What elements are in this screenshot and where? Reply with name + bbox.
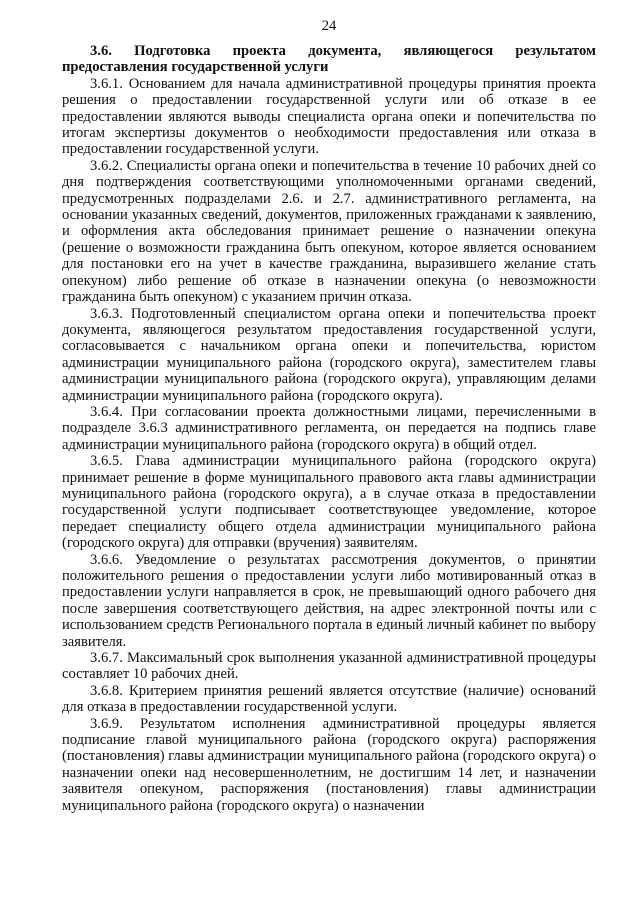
paragraph-3-6-6: 3.6.6. Уведомление о результатах рассмотрения документов, о принятии положительного решения о предоставлении услуги либо мотивированный отказ в предоставлении услуги направляется в срок, не превышающий одного рабочего дня после завершения соответствующего действия, на адрес электронной почты или с использованием средств Регионального портала в единый личный кабинет по выбору заявителя.: [62, 551, 596, 650]
paragraph-3-6-9: 3.6.9. Результатом исполнения административной процедуры является подписание главой муниципального района (городского округа) распоряжения (постановления) главы администрации муниципального района (городского округа) о назначении опеки над несовершеннолетним, не достигшим 14 лет, и назначении заявителя опекуном, распоряжения (постановления) главы администрации муниципального района (городского округа) о назначении: [62, 715, 596, 814]
section-heading: 3.6. Подготовка проекта документа, являющегося результатом предоставления государственной услуги: [62, 43, 596, 76]
paragraph-3-6-1: 3.6.1. Основанием для начала административной процедуры принятия проекта решения о предоставлении государственной услуги или об отказе в ее предоставлении являются выводы специалиста органа опеки и попечительства по итогам экспертизы документов о необходимости предоставления или отказа в предоставлении государственной услуги.: [62, 75, 596, 158]
page-number: 24: [321, 18, 337, 34]
paragraph-3-6-4: 3.6.4. При согласовании проекта должностными лицами, перечисленными в подразделе 3.6.3 административного регламента, он передается на подпись главе администрации муниципального района (городского округа) в общий отдел.: [62, 403, 596, 453]
paragraph-3-6-5: 3.6.5. Глава администрации муниципального района (городского округа) принимает решение в форме муниципального правового акта главы администрации муниципального района (городского округа), а в случае отказа в предоставлении государственной услуги подписывает соответствующее уведомление, которое передает специалисту общего отдела администрации муниципального района (городского округа) для отправки (вручения) заявителям.: [62, 453, 596, 552]
document-page: [62, 18, 596, 814]
paragraph-3-6-2: 3.6.2. Специалисты органа опеки и попечительства в течение 10 рабочих дней со дня подтверждения соответствующими уполномоченными органами сведений, предусмотренных подразделами 2.6. и 2.7. административного регламента, на основании указанных сведений, документов, приложенных гражданами к заявлению, и оформления акта обследования принимает решение о назначении опекуна (решение о возможности гражданина быть опекуном, которое является основанием для постановки его на учет в качестве гражданина, выразившего желание стать опекуном) либо решение об отказе в назначении опекуна (о невозможности гражданина быть опекуном) с указанием причин отказа.: [62, 157, 596, 306]
paragraph-3-6-3: 3.6.3. Подготовленный специалистом органа опеки и попечительства проект документа, являющегося результатом предоставления государственной услуги, согласовывается с начальником органа опеки и попечительства, юристом администрации муниципального района (городского округа), заместителем главы администрации муниципального района (городского округа), управляющим делами администрации муниципального района (городского округа).: [62, 305, 596, 404]
paragraph-3-6-8: 3.6.8. Критерием принятия решений является отсутствие (наличие) оснований для отказа в предоставлении государственной услуги.: [62, 682, 596, 716]
paragraph-3-6-7: 3.6.7. Максимальный срок выполнения указанной административной процедуры составляет 10 рабочих дней.: [62, 650, 596, 683]
